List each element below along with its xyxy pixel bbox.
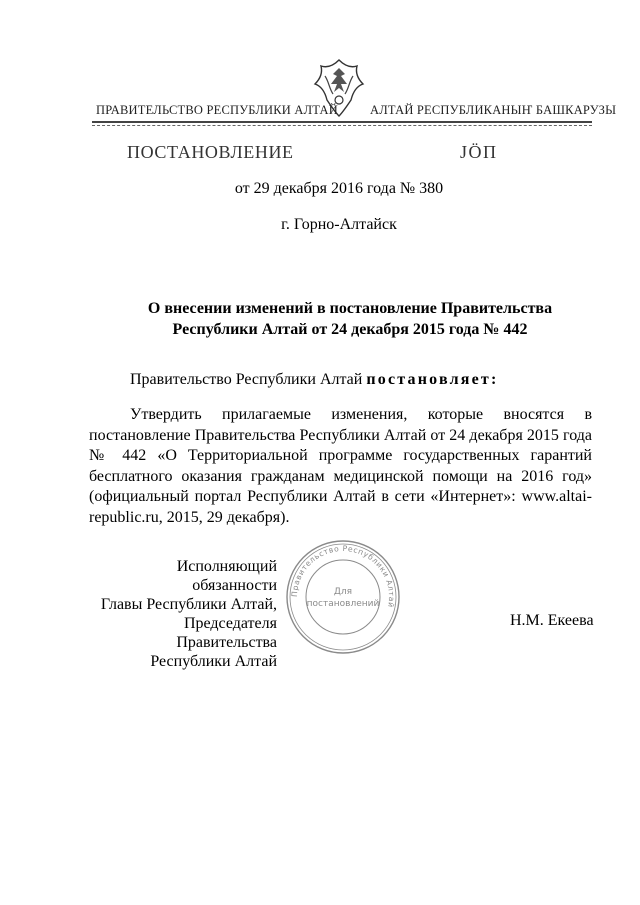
signatory-position-line1: Исполняющий обязанности xyxy=(176,558,277,594)
stamp-center-line1: Для xyxy=(333,587,353,597)
document-dateline: от 29 декабря 2016 года № 380 xyxy=(234,180,444,197)
official-stamp xyxy=(284,538,402,656)
header-divider xyxy=(92,121,592,123)
signatory-position-line3: Председателя Правительства xyxy=(176,615,277,651)
stamp-center-line2: постановлений xyxy=(306,599,380,609)
document-title xyxy=(100,298,600,340)
signatory-position-line2: Главы Республики Алтай, xyxy=(100,596,277,613)
document-place: г. Горно-Алтайск xyxy=(281,216,397,233)
document-title-line2: Республики Алтай от 24 декабря 2015 года № 442 xyxy=(172,321,528,338)
header-org-alt: АЛТАЙ РЕСПУБЛИКАНЫҤ БАШКАРУЗЫ xyxy=(370,103,617,117)
header-divider-dashed xyxy=(92,125,592,126)
resolution-body: Утвердить прилагаемые изменения, которые вносятся в постановление Правительства Республики Алтай от 24 декабря 2015 года № 442 «О Территориальной программе государственных гарантий бесплатного оказания гражданам медицинской помощи на 2016 год» (официальный портал Республики Алтай в сети «Интернет»: www.altai-republic.ru, 2015, 29 декабря). xyxy=(89,406,592,526)
resolution-verb: постановляет: xyxy=(366,371,499,388)
document-type-ru: ПОСТАНОВЛЕНИЕ xyxy=(127,142,294,162)
document-type-alt: JÖП xyxy=(460,142,498,162)
resolution-subject: Правительство Республики Алтай xyxy=(130,371,363,388)
resolution-intro xyxy=(130,371,499,389)
stamp-ring-text: Правительство Республики Алтай xyxy=(289,543,397,609)
document-title-line1: О внесении изменений в постановление Правительства xyxy=(147,300,553,317)
signatory-position-line4: Республики Алтай xyxy=(150,653,277,670)
signatory-name: Н.М. Екеева xyxy=(510,612,594,629)
header-org-ru: ПРАВИТЕЛЬСТВО РЕСПУБЛИКИ АЛТАЙ xyxy=(96,103,338,117)
signatory-position xyxy=(89,557,277,671)
